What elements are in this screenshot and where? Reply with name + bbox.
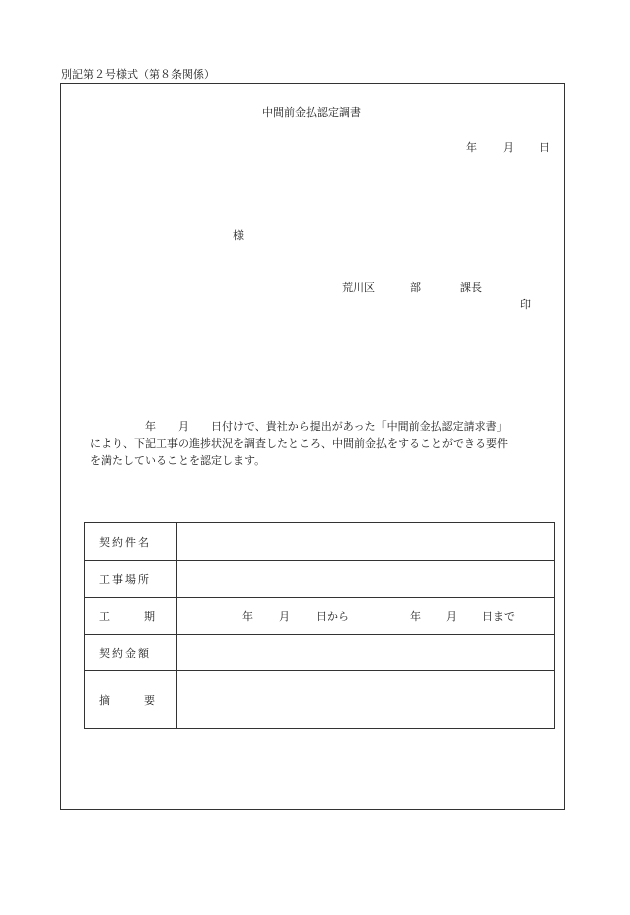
contract-name-label: 契約件名 — [85, 523, 177, 561]
table-row — [85, 523, 555, 561]
construction-period-field[interactable] — [177, 598, 555, 635]
table-row — [85, 561, 555, 598]
remarks-label — [85, 671, 177, 729]
contract-info-table — [84, 522, 555, 729]
table-row — [85, 598, 555, 635]
date-month: 月 — [503, 141, 514, 154]
issuer-ward: 荒川区 — [342, 281, 375, 294]
body-line: により、下記工事の進捗状況を調査したところ、中間前金払をすることができる要件 — [90, 437, 508, 450]
addressee-suffix: 様 — [233, 229, 244, 242]
construction-site-label: 工事場所 — [85, 561, 177, 598]
document-title: 中間前金払認定調書 — [262, 106, 361, 119]
construction-site-field[interactable] — [177, 561, 555, 598]
table-row — [85, 635, 555, 671]
issuer-department: 部 — [410, 281, 421, 294]
remarks-field[interactable] — [177, 671, 555, 729]
contract-amount-field[interactable] — [177, 635, 555, 671]
label-char: 要 — [144, 693, 157, 707]
date-year: 年 — [466, 141, 477, 154]
period-to-month: 月 — [446, 610, 457, 623]
issuer-chief: 課長 — [460, 281, 482, 294]
label-char: 期 — [144, 610, 157, 623]
period-from-year: 年 — [242, 610, 253, 623]
contract-amount-label: 契約金額 — [85, 635, 177, 671]
date-day: 日 — [539, 141, 550, 154]
label-char: 工 — [99, 610, 112, 623]
period-to-year: 年 — [410, 610, 421, 623]
label-char: 摘 — [99, 693, 112, 707]
form-number: 別記第２号様式（第８条関係） — [61, 68, 215, 81]
contract-name-field[interactable] — [177, 523, 555, 561]
body-line: を満たしていることを認定します。 — [90, 454, 266, 467]
seal-mark: 印 — [520, 298, 531, 311]
period-to-day: 日まで — [482, 610, 515, 623]
body-line: 年 月 日付けで、貴社から提出があった「中間前金払認定請求書」 — [90, 420, 508, 433]
table-row — [85, 671, 555, 729]
construction-period-label — [85, 598, 177, 635]
period-from-month: 月 — [279, 610, 290, 623]
period-from-day: 日から — [316, 610, 349, 623]
certification-text — [90, 418, 560, 469]
